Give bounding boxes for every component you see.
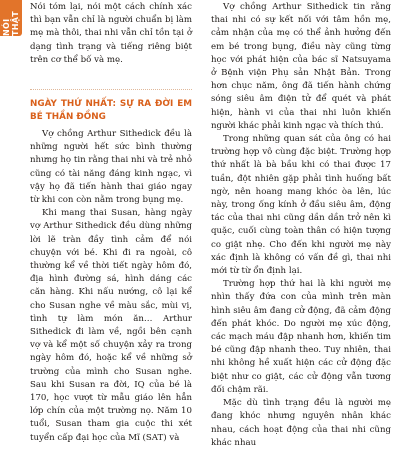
- body-paragraph: Mặc dù tình trạng đều là người mẹ đang khóc nhưng nguyên nhân khác nhau, cách hoạt động của thai nhi cũng khác nhau: [211, 398, 391, 448]
- body-paragraph: Vợ chồng Arthur Sithedick đều là những người hết sức bình thường nhưng họ tin rằng thai nhi và trẻ nhỏ cũng có tài năng đáng kinh ngạc, vì vậy họ đã tiến hành thai giáo ngay từ khi con còn nằm trong bụng mẹ.: [30, 129, 192, 206]
- body-paragraph: Vợ chồng Arthur Sithedick tin rằng thai nhi có sự kết nối với tâm hồn mẹ, cảm nhận của mẹ có thể ảnh hưởng đến em bé trong bụng, điều này cũng từng học với phát hiện của bác sĩ Natsuyama ở Bệnh viện Phụ sản Nhật Bản. Trong hơn chục năm, ông đã tiến hành chứng sóng siêu âm điện tử để quét và phát hiện, hành vi của thai nhi luôn khiến người khác phải kinh ngạc và thích thú.: [211, 2, 391, 131]
- chapter-tab-label: NÓI THẬT: [2, 10, 20, 36]
- left-column: [30, 0, 192, 445]
- chapter-tab: [0, 0, 22, 36]
- right-column: [211, 0, 391, 450]
- body-paragraph: Khi mang thai Susan, hàng ngày vợ Arthur Sithedick đều dùng những lời lẽ tràn đầy tình cảm để nói chuyện với bé. Khi đi ra ngoài, cô thường kể về thời tiết ngày hôm đó, địa hình đường sá, hình dáng các căn hàng. Khi nấu nướng, cô lại kể cho Susan nghe về màu sắc, mùi vị, tình tự làm món ăn… Arthur Sithedick đi làm về, ngồi bên cạnh vợ và kể một số chuyện xảy ra trong ngày hôm đó, hoặc kể về những sở trường của mình cho Susan nghe. Sau khi Susan ra đời, IQ của bé là 170, học vượt từ mẫu giáo lên hẳn lớp chín của một trường nọ. Năm 10 tuổi, Susan tham gia cuộc thi xét tuyển cấp đại học của Mĩ (SAT) và: [30, 208, 192, 443]
- body-paragraph: Trường hợp thứ hai là khi người mẹ nhìn thấy đứa con của mình trên màn hình siêu âm đang cử động, đã cảm động đến phát khóc. Do người mẹ xúc động, các mạch máu đập nhanh hơn, khiến tim bé cũng đập nhanh theo. Tuy nhiên, thai nhi không hề xuất hiện các cử động đặc biệt như co giật, các cử động vẫn tương đối chậm rãi.: [211, 279, 391, 395]
- section-heading: NGÀY THỨ NHẤT: SỰ RA ĐỜI EM BÉ THẦN ĐỒNG: [30, 89, 192, 124]
- intro-paragraph: Nói tóm lại, nói một cách chính xác thì bạn vẫn chỉ là người chuẩn bị làm mẹ mà thôi, thai nhi vẫn chỉ tồn tại ở dạng tình trạng và tiếng riêng biệt trên cơ thể bố và mẹ.: [30, 2, 192, 65]
- body-paragraph: Trong những quan sát của ông có hai trường hợp vô cùng đặc biệt. Trường hợp thứ nhất là bà bầu khi có thai được 17 tuần, đột nhiên gặp phải tình huống bất ngờ, nên hoang mang khóc òa lên, lúc này, trong ống kính ở đầu siêu âm, động tác của thai nhi cũng dần dần trở nên kì quặc, cuối cùng toàn thân có hiện tượng co giật nhẹ. Cho đến khi người mẹ này xác định là không có vấn đề gì, thai nhi mới từ từ ổn định lại.: [211, 134, 391, 277]
